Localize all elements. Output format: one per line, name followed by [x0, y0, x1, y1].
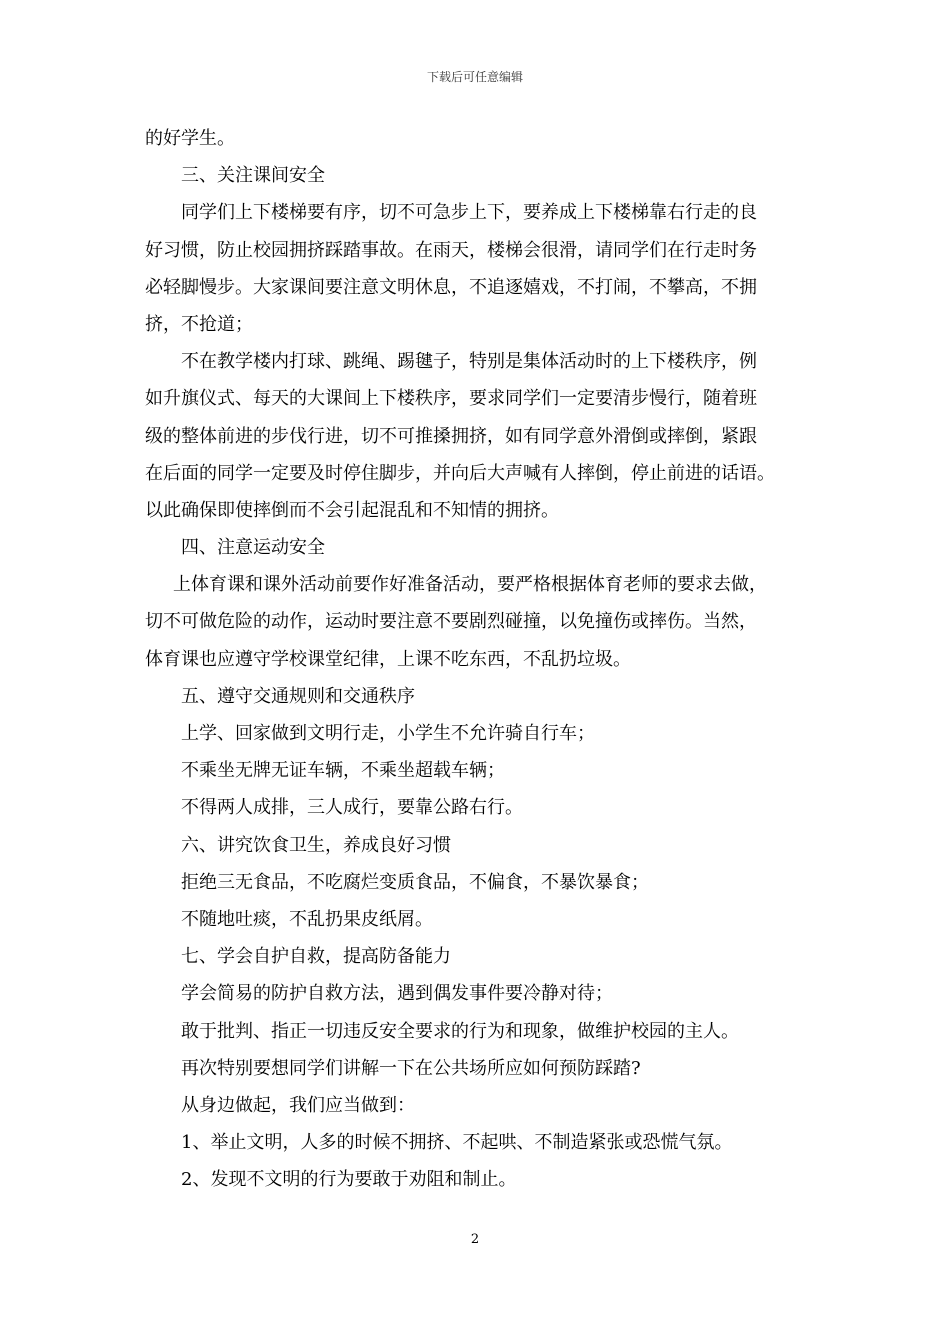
body-line: 上体育课和课外活动前要作好准备活动，要严格根据体育老师的要求去做，: [173, 574, 767, 596]
body-line: 以此确保即使摔倒而不会引起混乱和不知情的拥挤。: [145, 499, 559, 521]
body-line: 好习惯，防止校园拥挤踩踏事故。在雨天，楼梯会很滑，请同学们在行走时务: [145, 239, 757, 261]
body-line: 敢于批判、指正一切违反安全要求的行为和现象，做维护校园的主人。: [181, 1020, 739, 1042]
body-line: 不随地吐痰，不乱扔果皮纸屑。: [181, 908, 433, 930]
body-line: 同学们上下楼梯要有序，切不可急步上下，要养成上下楼梯靠右行走的良: [181, 202, 757, 224]
body-line: 再次特别要想同学们讲解一下在公共场所应如何预防踩踏?: [181, 1057, 641, 1079]
list-item: 2、发现不文明的行为要敢于劝阻和制止。: [181, 1169, 517, 1191]
list-item: 1、举止文明，人多的时候不拥挤、不起哄、不制造紧张或恐慌气氛。: [181, 1132, 733, 1154]
body-line: 不得两人成排，三人成行，要靠公路右行。: [181, 797, 523, 819]
body-line: 体育课也应遵守学校课堂纪律，上课不吃东西，不乱扔垃圾。: [145, 648, 631, 670]
page-header: 下载后可任意编辑: [426, 70, 523, 84]
body-line: 不在教学楼内打球、跳绳、踢毽子，特别是集体活动时的上下楼秩序，例: [181, 351, 757, 373]
section-heading: 五、遵守交通规则和交通秩序: [181, 685, 415, 707]
body-line: 拒绝三无食品，不吃腐烂变质食品，不偏食，不暴饮暴食；: [181, 871, 649, 893]
body-line: 级的整体前进的步伐行进，切不可推搡拥挤，如有同学意外滑倒或摔倒，紧跟: [145, 425, 757, 447]
body-line: 挤，不抢道；: [145, 313, 253, 335]
section-heading: 四、注意运动安全: [181, 537, 325, 559]
body-line: 从身边做起，我们应当做到：: [181, 1094, 415, 1116]
body-line: 必轻脚慢步。大家课间要注意文明休息，不追逐嬉戏，不打闹，不攀高，不拥: [145, 276, 757, 298]
section-heading: 七、学会自护自救，提高防备能力: [181, 946, 451, 968]
body-line: 学会简易的防护自救方法，遇到偶发事件要冷静对待；: [181, 983, 613, 1005]
body-line: 上学、回家做到文明行走，小学生不允许骑自行车；: [181, 723, 595, 744]
body-line: 如升旗仪式、每天的大课间上下楼秩序，要求同学们一定要清步慢行，随着班: [145, 388, 757, 410]
document-body: [145, 120, 835, 1198]
body-line: 在后面的同学一定要及时停住脚步，并向后大声喊有人摔倒，停止前进的话语。: [145, 462, 775, 484]
body-line: 不乘坐无牌无证车辆，不乘坐超载车辆；: [181, 760, 505, 782]
body-line: 的好学生。: [145, 128, 235, 149]
body-line: 切不可做危险的动作，运动时要注意不要剧烈碰撞，以免撞伤或摔伤。当然，: [145, 611, 757, 633]
page-number: 2: [470, 1232, 480, 1247]
section-heading: 六、讲究饮食卫生，养成良好习惯: [181, 834, 451, 856]
section-heading: 三、关注课间安全: [181, 165, 325, 187]
